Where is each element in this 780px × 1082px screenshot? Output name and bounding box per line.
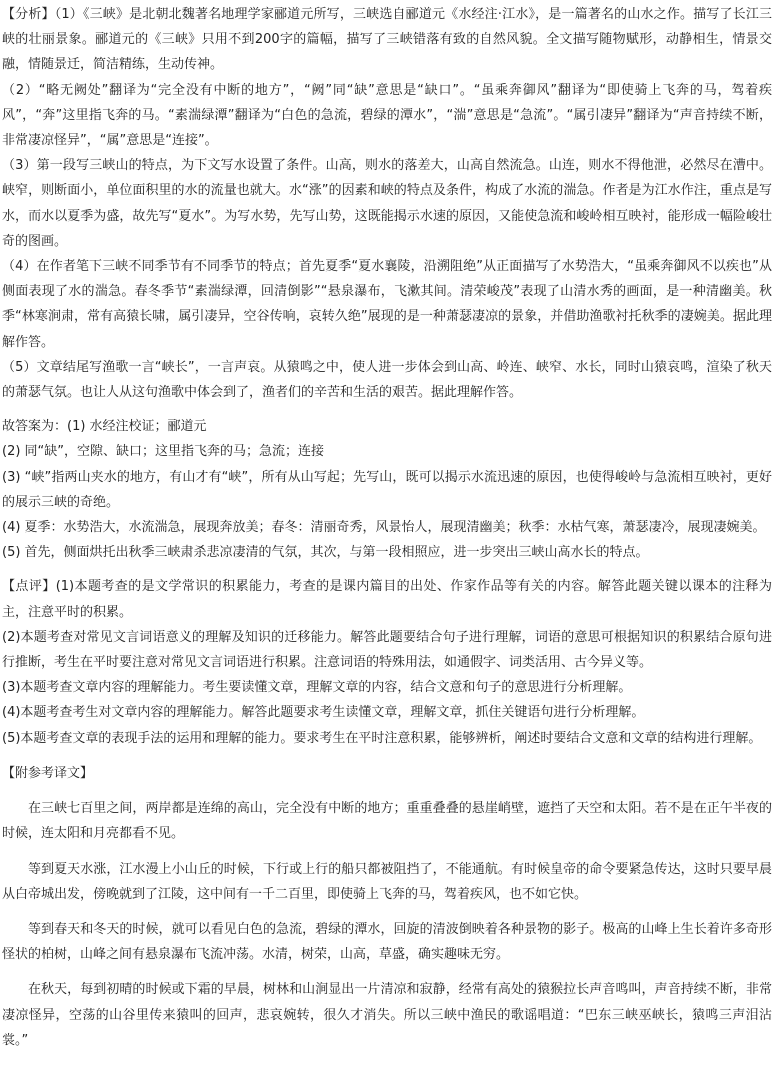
analysis-item-2: （2）“略无阙处”翻译为“完全没有中断的地方”，“阙”同“缺”意思是“缺口”。“虽乘奔御风”翻译为“即使骑上飞奔的马，驾着疾风”，“奔”这里指飞奔的马。“素湍绿潭”翻译为“白色的急流，碧绿的潭水”，“湍”意思是“急流”。“属引凄异”翻译为“声音持续不断，非常凄凉怪异”，“属”意思是“连接”。 <box>2 82 772 149</box>
answer-item-1: 故答案为：(1) 水经注校证；郦道元 <box>2 419 207 435</box>
translation-label: 【附参考译文】 <box>2 765 94 781</box>
analysis-section <box>2 2 772 405</box>
comment-item-5: (5)本题考查文章的表现手法的运用和理解的能力。要求考生在平时注意积累，能够辨析，阐述时要结合文意和文章的结构进行理解。 <box>2 730 762 746</box>
comment-item-4: (4)本题考查考生对文章内容的理解能力。解答此题要求考生读懂文章，理解文章，抓住关键语句进行分析理解。 <box>2 705 645 721</box>
analysis-label: 【分析】 <box>2 7 55 22</box>
answer-item-2: (2) 同“缺”，空隙、缺口；这里指飞奔的马；急流；连接 <box>2 444 325 460</box>
comment-item-1-text: (1)本题考查的是文学常识的积累能力，考查的是课内篇目的出处、作家作品等有关的内容。解答此题关键以课本的注释为主，注意平时的积累。 <box>2 579 772 620</box>
answer-item-4: (4) 夏季：水势浩大，水流湍急，展现奔放美；春冬：清丽奇秀，风景怡人，展现清幽美；秋季：水枯气寒，萧瑟凄冷，展现凄婉美。 <box>2 520 766 536</box>
comment-item-1 <box>2 574 772 624</box>
analysis-item-1-text: （1）《三峡》是北朝北魏著名地理学家郦道元所写，三峡选自郦道元《水经注·江水》，是一篇著名的山水之作。描写了长江三峡的壮丽景象。郦道元的《三峡》只用不到200字的篇幅，描写了三峡错落有致的自然风貌。全文描写随物赋形，动静相生，情景交融，情随景迁，简洁精练，生动传神。 <box>2 7 772 73</box>
answer-section <box>2 414 772 565</box>
translation-paragraph-2: 等到夏天水涨，江水漫上小山丘的时候，下行或上行的船只都被阻挡了，不能通航。有时候皇帝的命令要紧急传达，这时只要早晨从白帝城出发，傍晚就到了江陵，这中间有一千二百里，即使骑上飞奔的马，驾着疾风，也不如它快。 <box>2 861 772 902</box>
comment-item-3: (3)本题考查文章内容的理解能力。考生要读懂文章，理解文章的内容，结合文意和句子的意思进行分析理解。 <box>2 680 632 696</box>
translation-section <box>2 761 772 1053</box>
translation-paragraph-1: 在三峡七百里之间，两岸都是连绵的高山，完全没有中断的地方；重重叠叠的悬崖峭壁，遮挡了天空和太阳。若不是在正午半夜的时候，连太阳和月亮都看不见。 <box>2 801 772 842</box>
analysis-item-1 <box>2 2 772 78</box>
comment-label: 【点评】 <box>2 579 56 595</box>
translation-paragraph-4: 在秋天，每到初晴的时候或下霜的早晨，树林和山涧显出一片清凉和寂静，经常有高处的猿猴拉长声音鸣叫，声音持续不断，非常凄凉怪异，空荡的山谷里传来猿叫的回声，悲哀婉转，很久才消失。所以三峡中渔民的歌谣唱道：“巴东三峡巫峡长，猿鸣三声泪沾裳。” <box>2 982 772 1048</box>
translation-paragraph-3: 等到春天和冬天的时候，就可以看见白色的急流，碧绿的潭水，回旋的清波倒映着各种景物的影子。极高的山峰上生长着许多奇形怪状的柏树，山峰之间有悬泉瀑布飞流冲荡。水清，树荣，山高，草盛，确实趣味无穷。 <box>2 921 772 963</box>
analysis-item-5: （5）文章结尾写渔歌一言“峡长”，一言声哀。从猿鸣之中，使人进一步体会到山高、岭连、峡窄、水长，同时山猿哀鸣，渲染了秋天的萧瑟气氛。也让人从这句渔歌中体会到了，渔者们的辛苦和生活的艰苦。据此理解作答。 <box>2 359 772 401</box>
comment-item-2: (2)本题考查对常见文言词语意义的理解及知识的迁移能力。解答此题要结合句子进行理解，词语的意思可根据知识的积累结合原句进行推断，考生在平时要注意对常见文言词语进行积累。注意词语的特殊用法，如通假字、词类活用、古今异义等。 <box>2 629 772 671</box>
analysis-item-3: （3）第一段写三峡山的特点，为下文写水设置了条件。山高，则水的落差大，山高自然流急。山连，则水不得他泄，必然尽在漕中。峡窄，则断面小，单位面积里的水的流量也就大。水“涨”的因素和峡的特点及条件，构成了水流的湍急。作者是为江水作注，重点是写水，而水以夏季为盛，故先写“夏水”。为写水势，先写山势，这既能揭示水速的原因，又能使急流和峻岭相互映衬，能形成一幅险峻壮奇的图画。 <box>2 158 772 249</box>
answer-item-5: (5) 首先，侧面烘托出秋季三峡肃杀悲凉凄清的气氛，其次，与第一段相照应，进一步突出三峡山高水长的特点。 <box>2 545 649 561</box>
comment-section <box>2 574 772 750</box>
answer-item-3: (3) “峡”指两山夹水的地方，有山才有“峡”，所有从山写起；先写山，既可以揭示水流迅速的原因，也使得峻岭与急流相互映衬，更好的展示三峡的奇绝。 <box>2 469 772 510</box>
analysis-item-4: （4）在作者笔下三峡不同季节有不同季节的特点；首先夏季“夏水襄陵，沿溯阻绝”从正面描写了水势浩大，“虽乘奔御风不以疾也”从侧面表现了水的湍急。春冬季节“素湍绿潭，回清倒影”“悬泉瀑布，飞漱其间。清荣峻茂”表现了山清水秀的画面，是一种清幽美。秋季“林寒涧肃，常有高猿长啸，属引凄异，空谷传响，哀转久绝”展现的是一种萧瑟凄凉的景象，并借助渔歌衬托秋季的凄婉美。据此理解作答。 <box>2 259 772 350</box>
